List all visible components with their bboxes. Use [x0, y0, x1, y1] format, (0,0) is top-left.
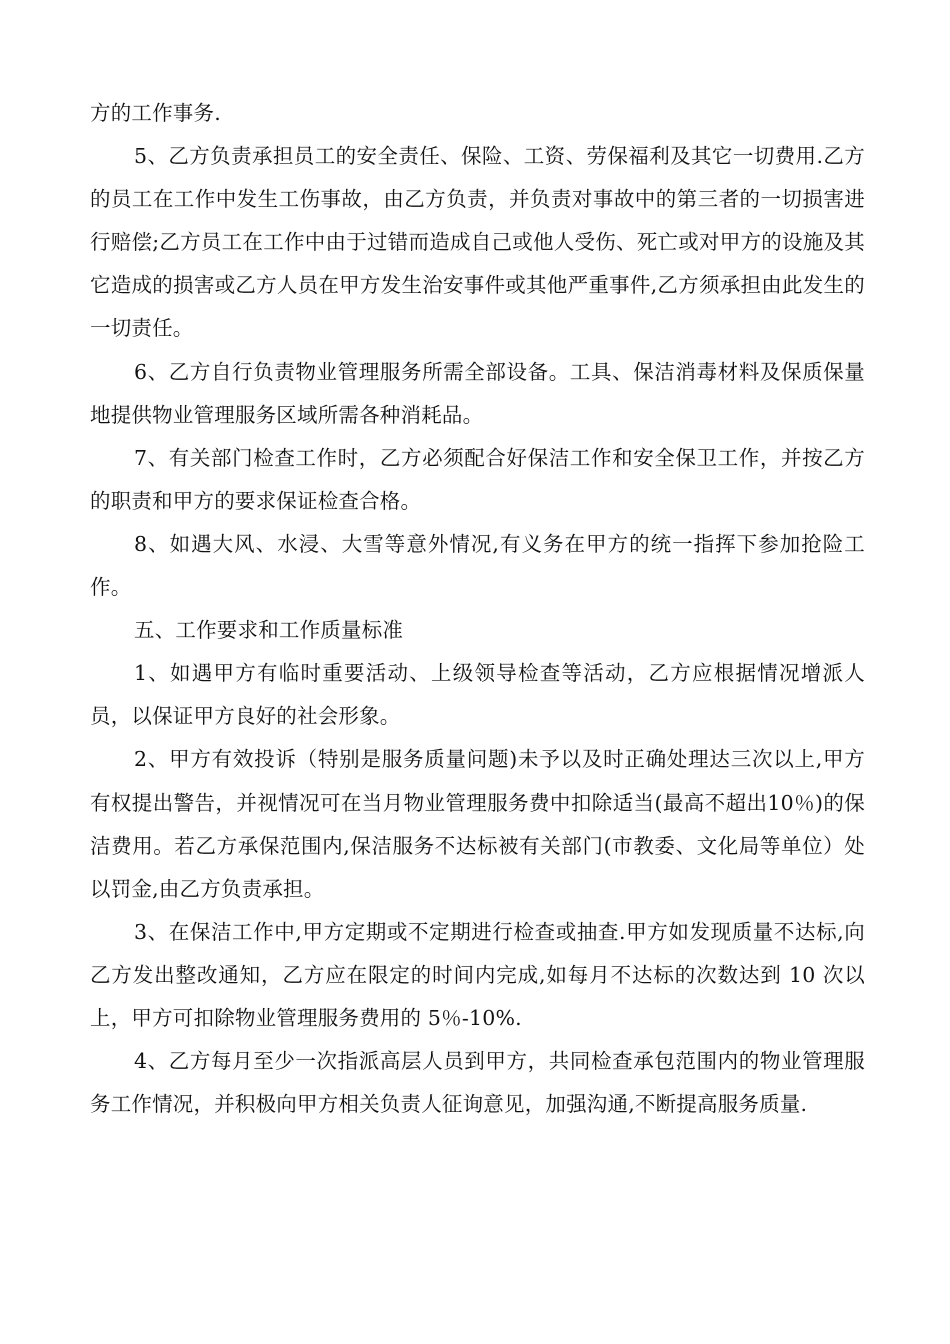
paragraph-item-6: 6、乙方自行负责物业管理服务所需全部设备。工具、保洁消毒材料及保质保量地提供物业管理服务区域所需各种消耗品。 [90, 359, 865, 427]
section-heading: 五、工作要求和工作质量标准 [134, 618, 404, 643]
paragraph-requirement-3: 3、在保洁工作中,甲方定期或不定期进行检查或抽查.甲方如发现质量不达标,向乙方发出整改通知，乙方应在限定的时间内完成,如每月不达标的次数达到 10 次以上，甲方可扣除物业管理服务费用的 5％-10%. [90, 919, 865, 1030]
paragraph-item-5: 5、乙方负责承担员工的安全责任、保险、工资、劳保福利及其它一切费用.乙方的员工在工作中发生工伤事故，由乙方负责，并负责对事故中的第三者的一切损害进行赔偿;乙方员工在工作中由于过错而造成自己或他人受伤、死亡或对甲方的设施及其它造成的损害或乙方人员在甲方发生治安事件或其他严重事件,乙方须承担由此发生的一切责任。 [90, 144, 865, 341]
paragraph-continuation: 方的工作事务. [90, 101, 221, 125]
paragraph-requirement-4: 4、乙方每月至少一次指派高层人员到甲方，共同检查承包范围内的物业管理服务工作情况，并积极向甲方相关负责人征询意见，加强沟通,不断提高服务质量. [90, 1049, 865, 1117]
paragraph-item-7: 7、有关部门检查工作时，乙方必须配合好保洁工作和安全保卫工作，并按乙方的职责和甲方的要求保证检查合格。 [90, 445, 865, 513]
paragraph-item-8: 8、如遇大风、水浸、大雪等意外情况,有义务在甲方的统一指挥下参加抢险工作。 [90, 531, 865, 600]
document-body [90, 92, 865, 1126]
paragraph-requirement-2: 2、甲方有效投诉（特别是服务质量问题)未予以及时正确处理达三次以上,甲方有权提出警告，并视情况可在当月物业管理服务费中扣除适当(最高不超出10％)的保洁费用。若乙方承保范围内,保洁服务不达标被有关部门(市教委、文化局等单位）处以罚金,由乙方负责承担。 [90, 747, 865, 901]
paragraph-requirement-1: 1、如遇甲方有临时重要活动、上级领导检查等活动，乙方应根据情况增派人员，以保证甲方良好的社会形象。 [90, 661, 865, 729]
